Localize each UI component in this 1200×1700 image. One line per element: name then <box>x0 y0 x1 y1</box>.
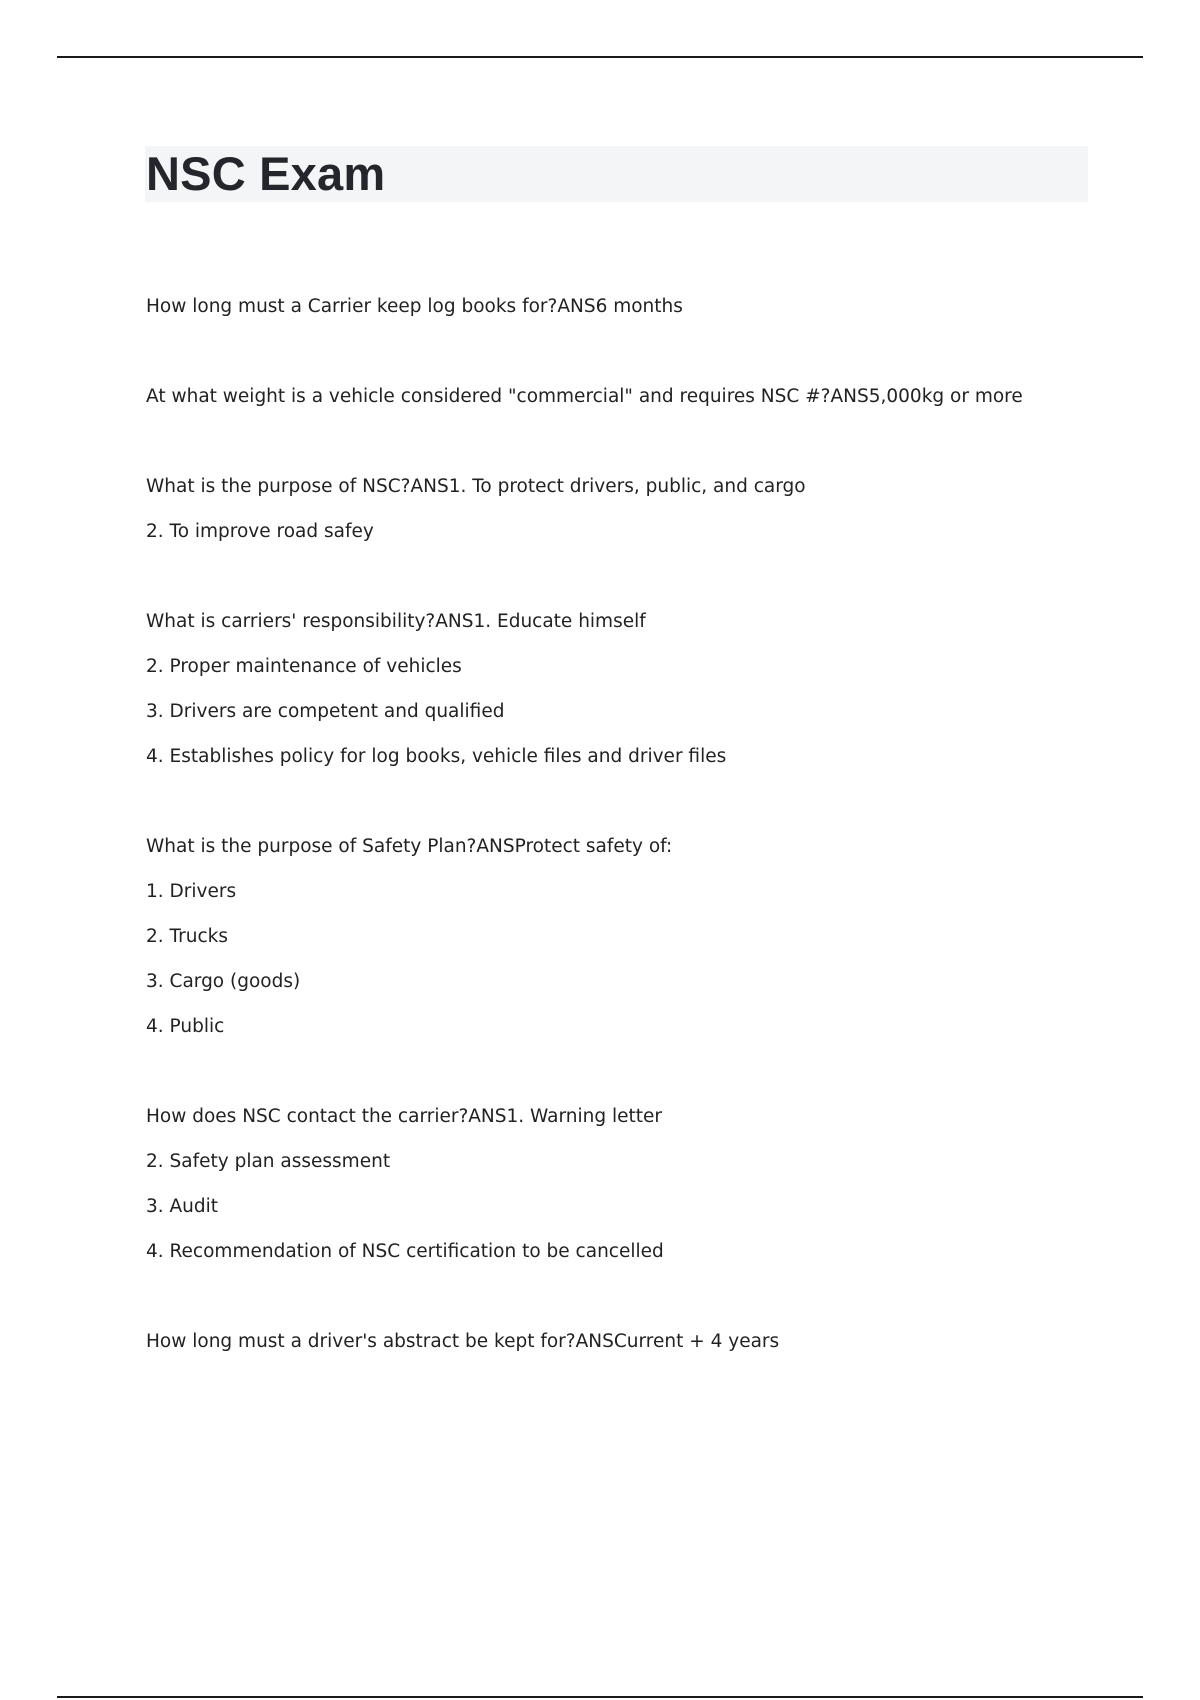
qa-line: At what weight is a vehicle considered "commercial" and requires NSC #?ANS5,000kg or more <box>146 386 1023 407</box>
qa-line: 1. Drivers <box>146 881 237 902</box>
top-rule <box>57 56 1143 58</box>
qa-line: How long must a driver's abstract be kept for?ANSCurrent + 4 years <box>146 1331 780 1352</box>
qa-item <box>146 473 1106 563</box>
qa-line: 2. Proper maintenance of vehicles <box>146 656 462 677</box>
qa-line: 3. Cargo (goods) <box>146 971 301 992</box>
qa-line: 2. To improve road safey <box>146 521 374 542</box>
qa-line: 2. Trucks <box>146 926 228 947</box>
qa-line: What is the purpose of Safety Plan?ANSProtect safety of: <box>146 836 673 857</box>
qa-item <box>146 383 1106 428</box>
qa-line: How does NSC contact the carrier?ANS1. Warning letter <box>146 1106 663 1127</box>
qa-line: What is the purpose of NSC?ANS1. To protect drivers, public, and cargo <box>146 476 806 497</box>
qa-line: 3. Audit <box>146 1196 219 1217</box>
document-title: NSC Exam <box>146 147 386 200</box>
qa-line: 2. Safety plan assessment <box>146 1151 391 1172</box>
qa-line: 3. Drivers are competent and qualified <box>146 701 505 722</box>
qa-list <box>146 293 1106 1418</box>
qa-line: How long must a Carrier keep log books for?ANS6 months <box>146 296 683 317</box>
qa-line: 4. Establishes policy for log books, vehicle files and driver files <box>146 746 727 767</box>
qa-line: 4. Public <box>146 1016 225 1037</box>
qa-item <box>146 293 1106 338</box>
qa-item <box>146 833 1106 1058</box>
qa-item <box>146 1103 1106 1283</box>
qa-item <box>146 1328 1106 1373</box>
bottom-rule <box>57 1696 1143 1698</box>
qa-line: What is carriers' responsibility?ANS1. Educate himself <box>146 611 646 632</box>
qa-item <box>146 608 1106 788</box>
qa-line: 4. Recommendation of NSC certification to be cancelled <box>146 1241 664 1262</box>
